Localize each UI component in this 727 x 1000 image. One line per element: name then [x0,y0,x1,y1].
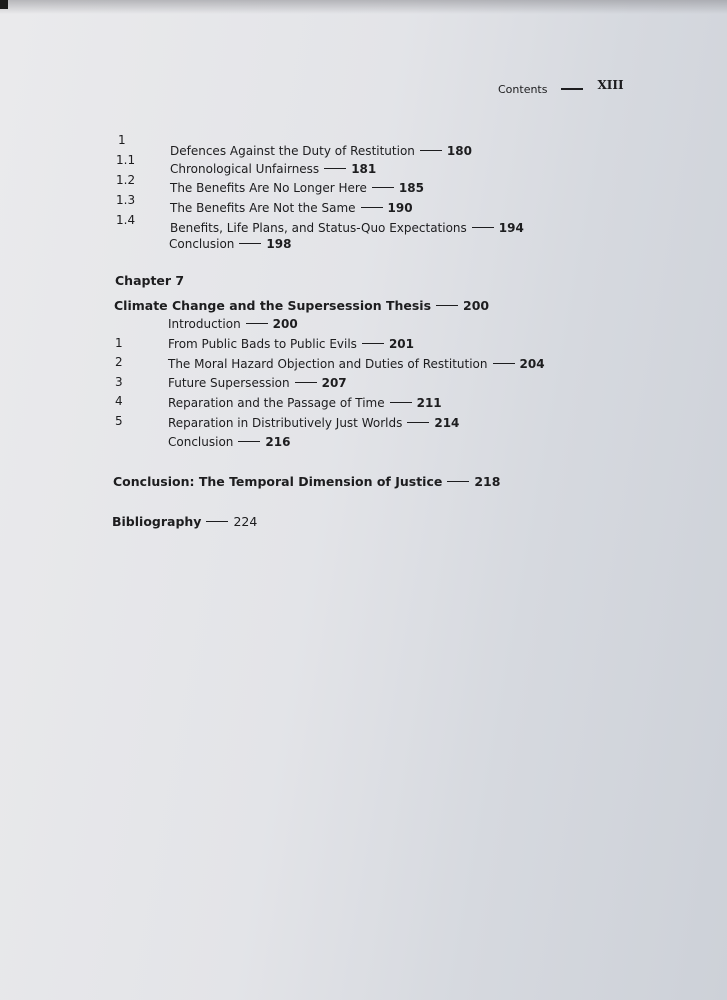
toc-entry-number: 1.4 [116,213,136,227]
toc-entry-dash [246,323,268,324]
toc-entry[interactable] [170,181,424,195]
toc-entry-number: 4 [115,394,123,408]
toc-entry-number: 2 [115,355,123,369]
toc-entry-page: 190 [387,201,413,215]
toc-entry-page: 216 [265,435,291,449]
bibliography-title: Bibliography [112,514,202,529]
toc-entry-number: 1 [115,336,123,350]
toc-entry-dash [206,521,228,522]
toc-entry[interactable] [168,396,442,410]
toc-entry-dash [295,382,317,383]
toc-entry-dash [493,363,515,364]
toc-entry-title: Introduction [168,317,241,331]
toc-entry-title: The Benefits Are No Longer Here [170,181,367,195]
toc-entry-number: 3 [115,375,123,389]
toc-entry-dash [361,207,383,208]
toc-entry-page: 181 [351,162,377,176]
toc-entry-title: Reparation and the Passage of Time [168,396,385,410]
toc-entry[interactable] [169,237,291,251]
toc-entry[interactable] [170,221,524,235]
toc-entry[interactable] [170,201,413,215]
chapter-title: Climate Change and the Supersession Thesis [114,298,432,313]
toc-entry-dash [447,481,469,482]
toc-entry-title: Conclusion [169,237,235,251]
toc-entry-page: 198 [266,237,292,251]
toc-entry[interactable] [168,337,414,351]
toc-entry-number: 1 [118,133,126,147]
toc-entry[interactable] [170,144,472,158]
chapter-title-entry[interactable] [114,298,489,313]
toc-entry-page: 180 [446,144,472,158]
toc-entry-dash [390,402,412,403]
bibliography-page: 224 [233,514,258,529]
toc-entry[interactable] [170,162,376,176]
toc-entry-page: 204 [519,357,545,371]
toc-entry-title: From Public Bads to Public Evils [168,337,357,351]
toc-entry-page: 207 [321,376,347,390]
toc-entry-dash [238,441,260,442]
toc-entry-title: Conclusion [168,435,234,449]
toc-entry[interactable] [168,376,347,390]
toc-entry-number: 1.3 [116,193,136,207]
toc-entry-title: Defences Against the Duty of Restitution [170,144,415,158]
toc-entry-dash [239,243,261,244]
toc-entry-number: 1.2 [116,173,136,187]
toc-entry[interactable] [168,357,545,371]
toc-entry-dash [362,343,384,344]
toc-entry[interactable] [168,416,459,430]
toc-entry-dash [472,227,494,228]
toc-entry-page: 200 [272,317,298,331]
toc-entry-page: 201 [388,337,414,351]
chapter-page: 200 [463,298,490,313]
toc-entry-dash [420,150,442,151]
conclusion-entry[interactable] [113,474,500,489]
toc-entry-page: 214 [434,416,460,430]
toc-entry-title: The Benefits Are Not the Same [170,201,356,215]
toc-entry-dash [324,168,346,169]
toc-entry-page: 211 [416,396,442,410]
bibliography-entry[interactable] [112,514,257,529]
toc-entry[interactable] [168,317,298,331]
toc-entry-dash [436,305,458,306]
toc-entry-number: 5 [115,414,123,428]
toc-entry-page: 185 [398,181,424,195]
toc-entry-dash [407,422,429,423]
toc-entry-title: Benefits, Life Plans, and Status-Quo Expectations [170,221,467,235]
toc-entry-page: 194 [498,221,524,235]
toc-entry-title: Chronological Unfairness [170,162,320,176]
toc-entry-title: Reparation in Distributively Just Worlds [168,416,403,430]
toc-entry-title: Future Supersession [168,376,290,390]
running-head-label: Contents [498,82,548,96]
toc-entry[interactable] [168,435,290,449]
toc-entry-number: 1.1 [116,153,136,167]
conclusion-title: Conclusion: The Temporal Dimension of Justice [113,474,443,489]
conclusion-page: 218 [474,474,501,489]
running-head-page-number: XIII [597,78,624,92]
toc-entry-title: The Moral Hazard Objection and Duties of Restitution [168,357,488,371]
chapter-label: Chapter 7 [115,273,185,288]
toc-entry-dash [372,187,394,188]
